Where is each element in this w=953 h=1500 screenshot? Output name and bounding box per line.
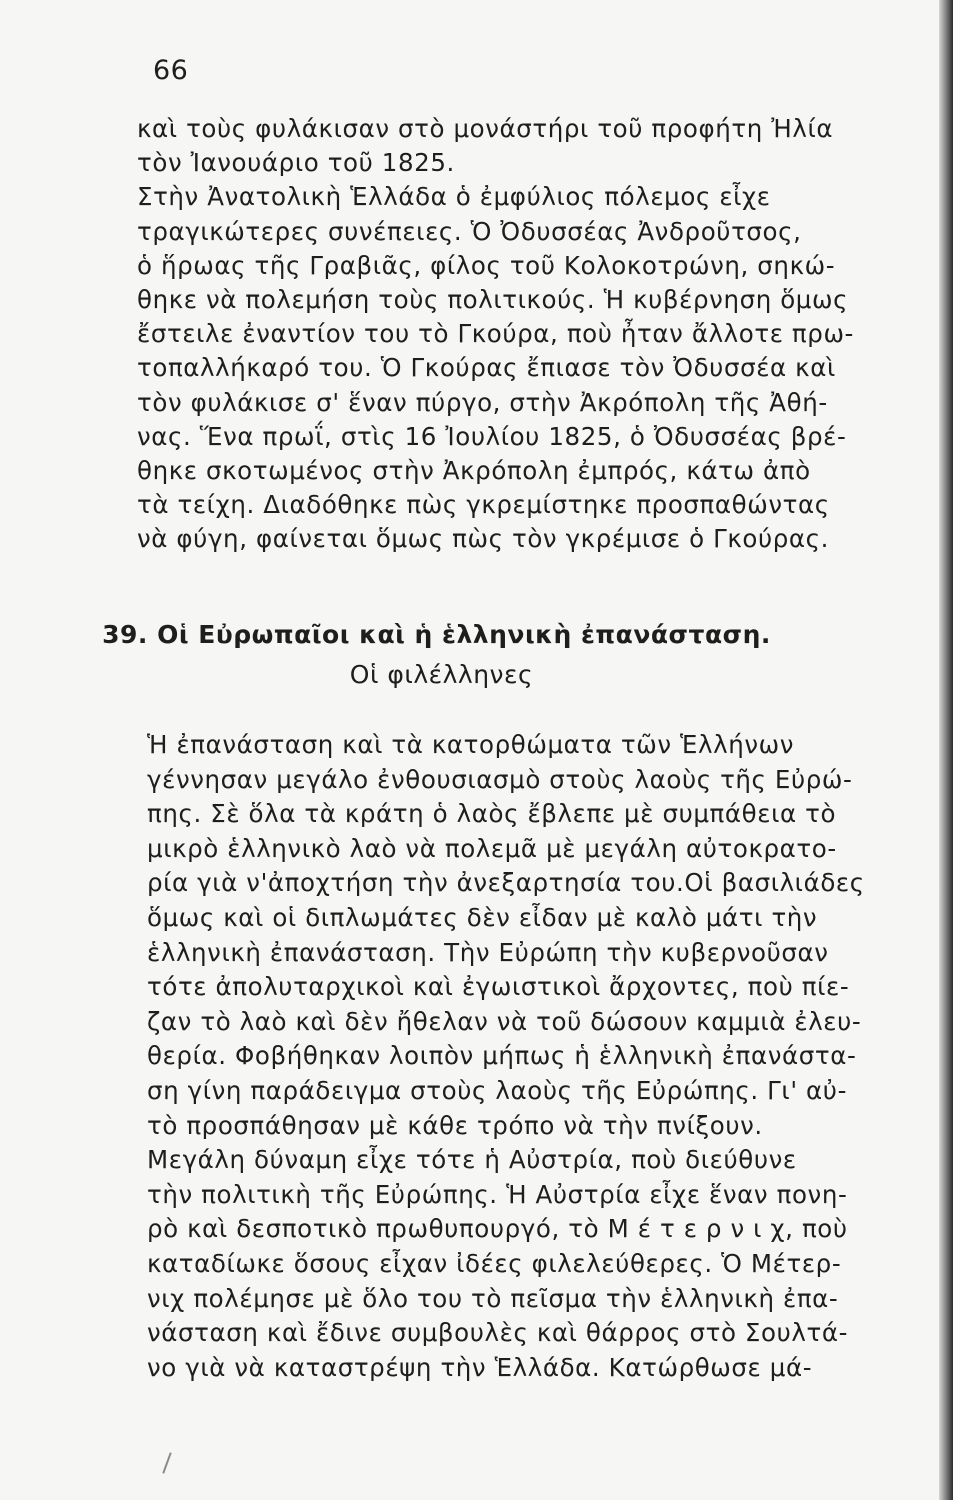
text-line: θηκε σκοτωμένος στὴν Ἀκρόπολη ἐμπρός, κάτω ἀπὸ [137,456,811,486]
text-line: θερία. Φοβήθηκαν λοιπὸν μήπως ἡ ἑλληνικὴ ἐπανάστα- [147,1041,857,1071]
text-line: νας. Ἕνα πρωΐ, στὶς 16 Ἰουλίου 1825, ὁ Ὀδυσσέας βρέ- [137,421,847,451]
text-line: Ἡ ἐπανάσταση καὶ τὰ κατορθώματα τῶν Ἑλλήνων [147,730,795,759]
text-line: νάσταση καὶ ἔδινε συμβουλὲς καὶ θάρρος στὸ Σουλτά- [147,1318,849,1348]
text-line: τὸ προσπάθησαν μὲ κάθε τρόπο νὰ τὴν πνίξουν. [147,1110,763,1140]
text-line: ζαν τὸ λαὸ καὶ δὲν ἤθελαν νὰ τοῦ δώσουν καμμιὰ ἐλευ- [147,1006,862,1036]
section-body [147,728,927,1385]
text-line: μικρὸ ἑλληνικὸ λαὸ νὰ πολεμᾶ μὲ μεγάλη αὐτοκρατο- [147,833,837,863]
text-line: τότε ἀπολυταρχικοὶ καὶ ἐγωιστικοὶ ἄρχοντες, ποὺ πίε- [147,972,850,1002]
text-line: τὸν Ἰανουάριο τοῦ 1825. [137,148,455,178]
text-line: ρία γιὰ ν'ἀποχτήση τὴν ἀνεξαρτησία του.Οἱ βασιλιάδες [147,868,865,898]
text-line: ἔστειλε ἐναντίον του τὸ Γκούρα, ποὺ ἦταν ἄλλοτε πρω- [137,319,854,349]
text-line: Στὴν Ἀνατολικὴ Ἑλλάδα ὁ ἐμφύλιος πόλεμος εἶχε [137,182,771,212]
scan-mark [162,1452,171,1473]
text-line: θηκε νὰ πολεμήση τοὺς πολιτικούς. Ἡ κυβέρνηση ὅμως [137,285,849,315]
text-line: τὰ τείχη. Διαδόθηκε πὼς γκρεμίστηκε προσπαθώντας [137,490,830,520]
text-line: τοπαλλήκαρό του. Ὁ Γκούρας ἔπιασε τὸν Ὀδυσσέα καὶ [137,353,836,383]
text-line: ὅμως καὶ οἱ διπλωμάτες δὲν εἶδαν μὲ καλὸ μάτι τὴν [147,902,818,932]
text-line: νο γιὰ νὰ καταστρέψη τὴν Ἑλλάδα. Κατώρθωσε μά- [147,1352,813,1382]
text-line: γέννησαν μεγάλο ἐνθουσιασμὸ στοὺς λαοὺς τῆς Εὐρώ- [147,764,853,794]
page-edge-shadow [939,0,953,1500]
text-line: ρὸ καὶ δεσποτικὸ πρωθυπουργό, τὸ Μ έ τ ε ρ ν ι χ, ποὺ [147,1214,848,1244]
text-line: ἑλληνικὴ ἐπανάσταση. Τὴν Εὐρώπη τὴν κυβερνοῦσαν [147,937,829,967]
text-line: νιχ πολέμησε μὲ ὅλο του τὸ πεῖσμα τὴν ἑλληνικὴ ἐπα- [147,1283,839,1313]
text-line: νὰ φύγη, φαίνεται ὅμως πὼς τὸν γκρέμισε ὁ Γκούρας. [137,524,830,554]
text-line: καὶ τοὺς φυλάκισαν στὸ μονάστήρι τοῦ προφήτη Ἠλία [137,114,834,143]
text-line: πης. Σὲ ὅλα τὰ κράτη ὁ λαὸς ἔβλεπε μὲ συμπάθεια τὸ [147,799,837,829]
text-line: ὁ ἥρωας τῆς Γραβιᾶς, φίλος τοῦ Κολοκοτρώνη, σηκώ- [137,250,836,280]
section-heading: 39. Οἱ Εὐρωπαῖοι καὶ ἡ ἑλληνικὴ ἐπανάσταση. [102,620,771,649]
text-line: τὴν πολιτικὴ τῆς Εὐρώπης. Ἡ Αὐστρία εἶχε ἕναν πονη- [147,1179,848,1209]
text-line: τραγικώτερες συνέπειες. Ὁ Ὀδυσσέας Ἀνδροῦτσος, [137,216,802,246]
text-line: τὸν φυλάκισε σ' ἕναν πύργο, στὴν Ἀκρόπολη τῆς Ἀθή- [137,387,828,417]
text-line: καταδίωκε ὅσους εἶχαν ἰδέες φιλελεύθερες. Ὁ Μέτερ- [147,1248,842,1278]
text-line: Μεγάλη δύναμη εἶχε τότε ἡ Αὐστρία, ποὺ διεύθυνε [147,1145,797,1175]
intro-text [137,112,927,557]
page-number: 66 [153,55,189,86]
text-line: ση γίνη παράδειγμα στοὺς λαοὺς τῆς Εὐρώπης. Γι' αὐ- [147,1075,848,1105]
section-subheading: Οἱ φιλέλληνες [349,660,534,689]
